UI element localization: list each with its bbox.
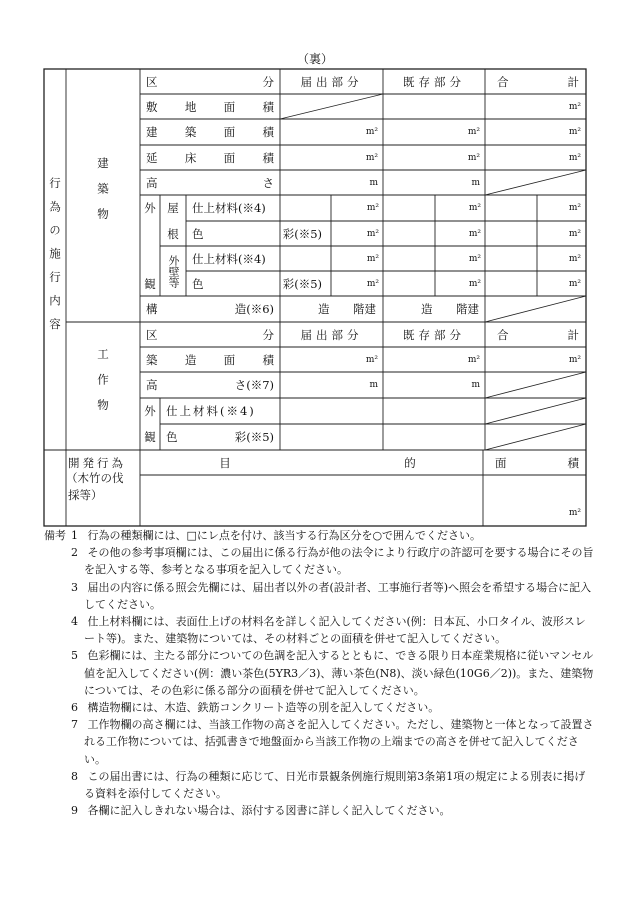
dev-menseki: 面 積 (495, 455, 579, 470)
building-col-kison: 既存部分 (403, 74, 465, 89)
building-col-goukei: 合 計 (497, 74, 579, 89)
row-str-takasa-label: 高 さ(※7) (146, 378, 274, 392)
note-item: 7 工作物欄の高さ欄には、当該工作物の高さを記入してください。ただし、建築物と一体となって設置される工作物については、括弧書きで地盤面から当該工作物の上端までの高さを併せて記入してください。 (71, 718, 594, 766)
row-shikichi-total-unit: m² (568, 101, 581, 112)
notes-list (44, 527, 596, 819)
gaiheki-shiage: 仕上材料(※4) (192, 251, 266, 266)
row-chikuzou-unit-3: m² (568, 354, 581, 365)
note-item: 8 この届出書には、行為の種類に応じて、日光市景観条例施行規則第3条第1項の規定による別表に掲げる資料を添付してください。 (71, 769, 586, 801)
row-nobeyuka-unit-1: m² (365, 152, 378, 163)
gaikan-gai: 外 (144, 201, 156, 215)
structure-kubun: 区 分 (146, 327, 274, 342)
notes-title: 備考 (44, 529, 66, 542)
kouzou-kison: 造 階建 (421, 302, 479, 316)
yane-shiage: 仕上材料(※4) (192, 201, 266, 215)
row-shikichi-label: 敷 地 面 積 (146, 99, 274, 114)
note-item: 4 仕上材料欄には、表面仕上げの材料名を詳しく記入してください(例：日本瓦、小口タイル、波形スレート等)。また、建築物については、その材料ごとの面積を併せて記入してください。 (71, 615, 586, 646)
building-label: 建築物 (96, 157, 110, 234)
dev-mokuteki-2: 的 (404, 455, 416, 470)
structure-col-kison: 既存部分 (403, 327, 465, 342)
row-kouzou-label: 構 造(※6) (146, 302, 274, 316)
ext-unit-4c: m² (568, 278, 581, 289)
yane-2: 根 (167, 226, 179, 241)
building-col-todokede: 届出部分 (300, 74, 363, 89)
building-kubun: 区 分 (146, 74, 274, 89)
row-chikuzou-label: 築 造 面 積 (146, 352, 274, 367)
ext-unit-1c: m² (568, 203, 581, 213)
ext-unit-3a: m² (366, 253, 379, 264)
row-takasa-label: 高 さ (146, 175, 274, 190)
ext-unit-4a: m² (366, 278, 379, 289)
ext-unit-1a: m² (366, 203, 379, 213)
ext-unit-3b: m² (468, 253, 481, 264)
ext-unit-2b: m² (468, 228, 481, 239)
kouzou-todokede: 造 階建 (318, 302, 376, 316)
dev-label-l2: （木竹の伐 (66, 471, 124, 485)
note-item: 5 色彩欄には、主たる部分についての色調を記入するとともに、できる限り日本産業規格に従いマンセル値を記入してください(例：濃い茶色(5YR3／3)、薄い茶色(N8)、淡い緑色(10G6／2))。また、建築物については、その色彩に係る部分の面積を併せて記入してください。 (71, 649, 594, 697)
row-chikuzou-unit-1: m² (365, 354, 378, 365)
str-shiage: 仕上材料(※4) (166, 404, 256, 418)
row-kenchiku-unit-1: m² (365, 127, 378, 137)
gaikan-kan: 観 (144, 276, 156, 291)
ext-unit-1b: m² (468, 203, 481, 213)
row-takasa-unit-1: m (369, 177, 378, 188)
row-kenchiku-unit-3: m² (568, 127, 581, 137)
ext-unit-4b: m² (468, 278, 481, 289)
ext-unit-2a: m² (366, 228, 379, 239)
row-takasa-unit-2: m (471, 177, 480, 188)
note-item: 6 構造物欄には、木造、鉄筋コンクリート造等の別を記入してください。 (71, 701, 440, 715)
structure-label: 工作物 (96, 347, 110, 425)
str-kan: 観 (144, 430, 156, 444)
dev-label-l3: 採等） (68, 488, 103, 502)
gaiheki-shikisai: 色 彩(※5) (192, 276, 322, 291)
row-chikuzou-unit-2: m² (467, 354, 480, 365)
row-str-takasa-unit-1: m (369, 380, 378, 390)
yane-shikisai: 色 彩(※5) (192, 226, 322, 241)
row-nobeyuka-unit-2: m² (467, 152, 480, 163)
yane-1: 屋 (167, 201, 179, 215)
str-gai: 外 (144, 404, 156, 418)
str-shikisai: 色 彩(※5) (166, 430, 274, 444)
row-str-takasa-unit-2: m (471, 380, 480, 390)
note-item: 2 その他の参考事項欄には、この届出に係る行為が他の法令により行政庁の許認可を要する場合にその旨を記入する等、参考となる事項を記入してください。 (71, 546, 594, 577)
dev-mokuteki-1: 目 (219, 455, 231, 470)
row-nobeyuka-unit-3: m² (568, 152, 581, 163)
page-header: （裏） (296, 52, 333, 66)
row-kenchiku-unit-2: m² (467, 127, 480, 137)
structure-col-goukei: 合 計 (497, 327, 579, 342)
dev-label-l1: 開発行為 (68, 456, 126, 470)
gaiheki-label: 外壁等 (167, 254, 180, 288)
row-kenchiku-label: 建 築 面 積 (146, 125, 274, 139)
note-item: 9 各欄に記入しきれない場合は、添付する図書に詳しく記入してください。 (71, 804, 451, 818)
ext-unit-3c: m² (568, 253, 581, 264)
note-item: 1 行為の種類欄には、□にレ点を付け、該当する行為区分を○で囲んでください。 (71, 529, 482, 542)
ext-unit-2c: m² (568, 228, 581, 239)
section-label: 行為の施行内容 (48, 177, 62, 342)
dev-menseki-unit: m² (568, 508, 581, 518)
structure-col-todokede: 届出部分 (300, 327, 363, 342)
note-item: 3 届出の内容に係る照会先欄には、届出者以外の者(設計者、工事施行者等)へ照会を希望する場合に記入してください。 (71, 580, 592, 611)
row-nobeyuka-label: 延 床 面 積 (146, 150, 274, 165)
